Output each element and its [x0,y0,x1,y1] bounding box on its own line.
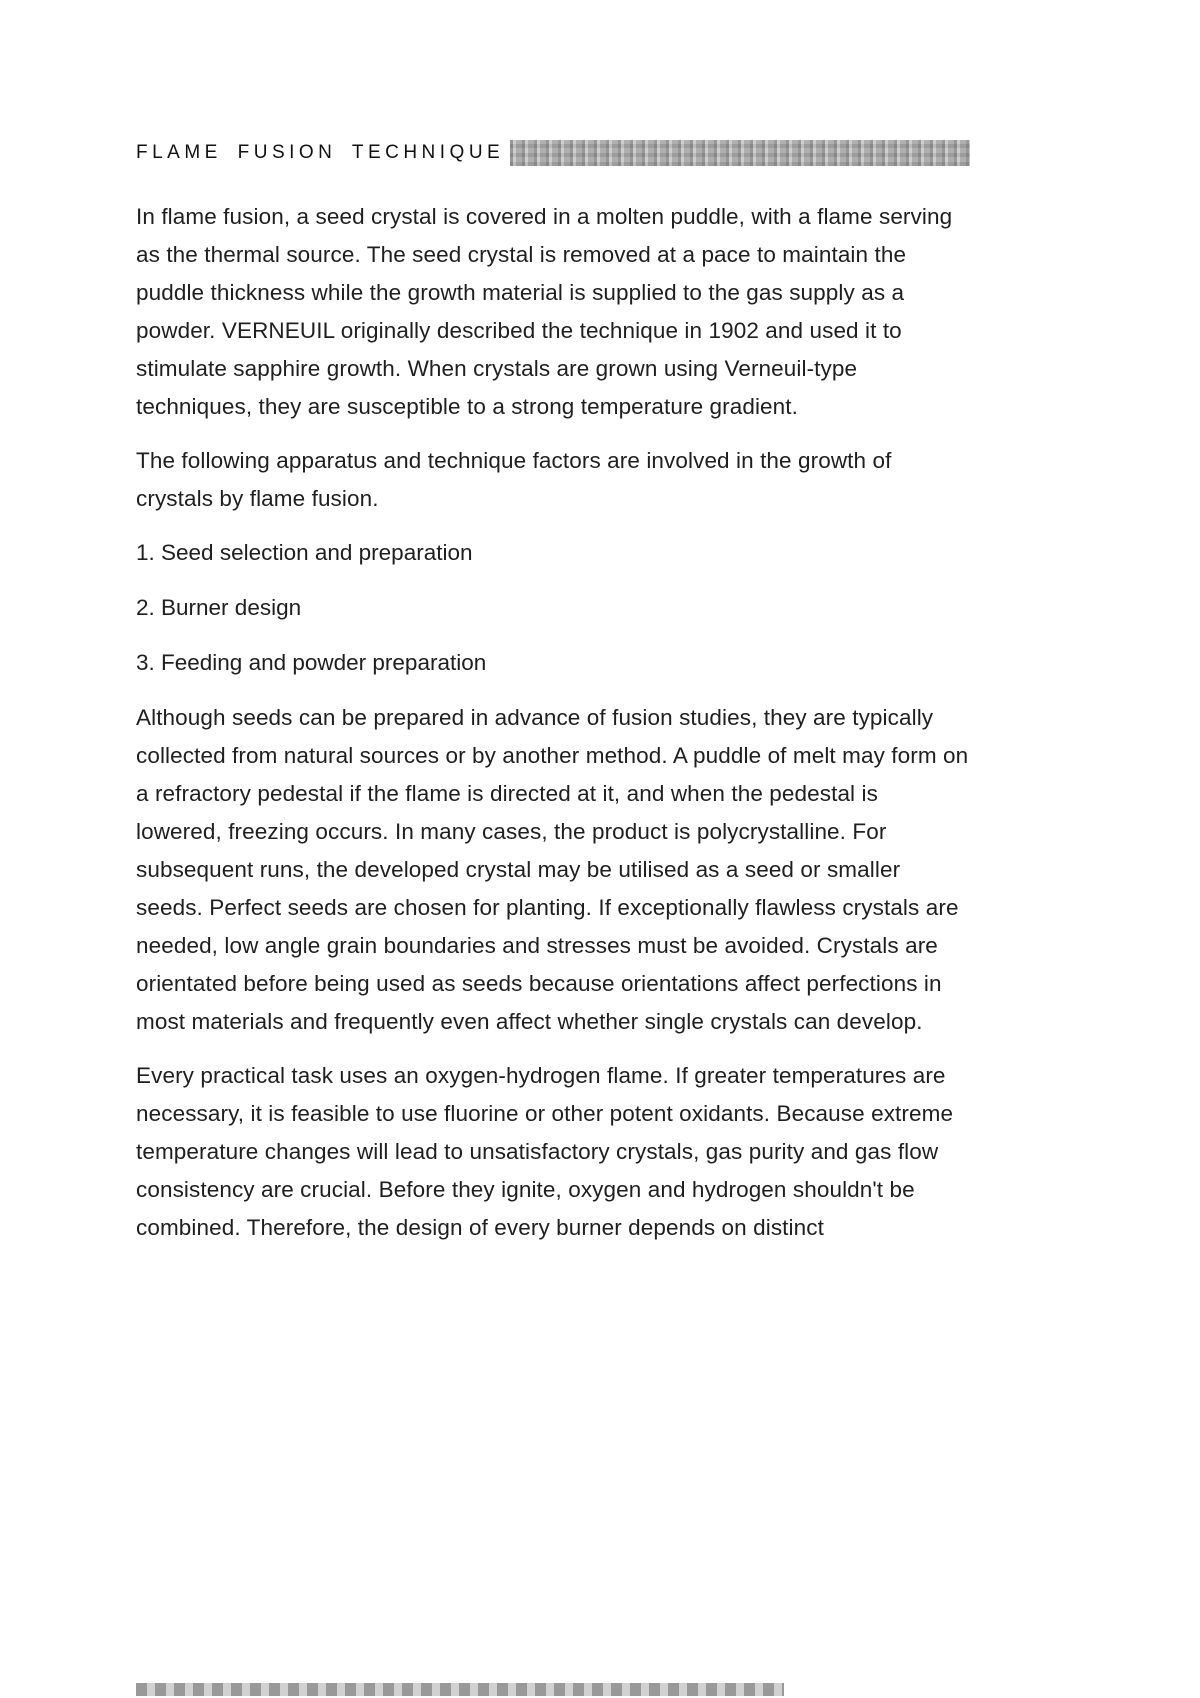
list-item-feeding-powder: 3. Feeding and powder preparation [136,650,487,675]
paragraph-flame: Every practical task uses an oxygen-hydrogen flame. If greater temperatures are necessary, it is feasible to use fluorine or other potent oxidants. Because extreme temperature changes will lead to unsatisfactory crystals, gas purity and gas flow consistency are crucial. Before they ignite, oxygen and hydrogen shouldn't be combined. Therefore, the design of every burner depends on distinct [136,1063,954,1240]
document-title-row [136,138,970,168]
clipped-text-line [136,1683,784,1696]
redacted-highlight-block [510,140,970,166]
paragraph-intro: In flame fusion, a seed crystal is covered in a molten puddle, with a flame serving as the thermal source. The seed crystal is removed at a pace to maintain the puddle thickness while the growth material is supplied to the gas supply as a powder. VERNEUIL originally described the technique in 1902 and used it to stimulate sapphire growth. When crystals are grown using Verneuil-type techniques, they are susceptible to a strong temperature gradient. [136,204,953,419]
list-item-seed-selection: 1. Seed selection and preparation [136,540,473,565]
document-title: FLAME FUSION TECHNIQUE [136,142,505,163]
document-content [136,138,970,1263]
paragraph-apparatus-intro: The following apparatus and technique factors are involved in the growth of crystals by flame fusion. [136,448,892,511]
list-item-burner-design: 2. Burner design [136,595,302,620]
paragraph-seeds: Although seeds can be prepared in advance of fusion studies, they are typically collected from natural sources or by another method. A puddle of melt may form on a refractory pedestal if the flame is directed at it, and when the pedestal is lowered, freezing occurs. In many cases, the product is polycrystalline. For subsequent runs, the developed crystal may be utilised as a seed or smaller seeds. Perfect seeds are chosen for planting. If exceptionally flawless crystals are needed, low angle grain boundaries and stresses must be avoided. Crystals are orientated before being used as seeds because orientations affect perfections in most materials and frequently even affect whether single crystals can develop. [136,705,969,1034]
